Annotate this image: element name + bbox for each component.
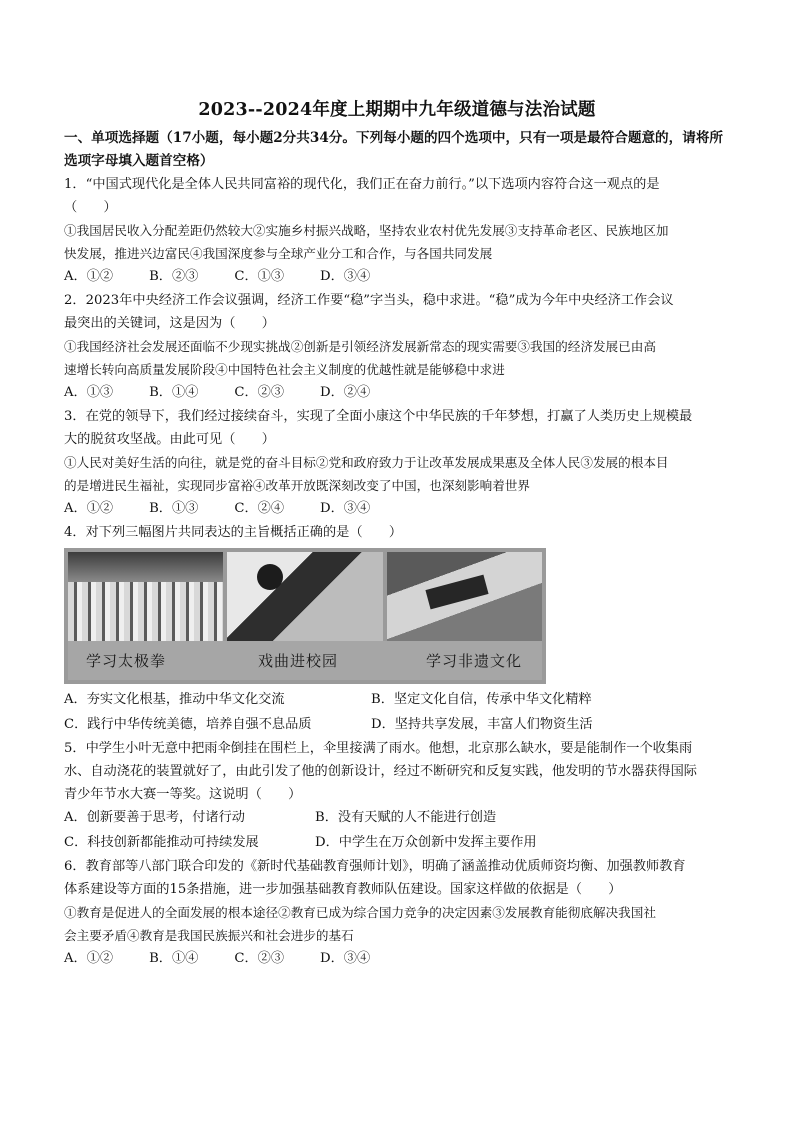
option-c: C．②③ (234, 385, 285, 400)
question-stem-line: 4．对下列三幅图片共同表达的主旨概括正确的是（ ） (64, 525, 403, 540)
exam-title: 2023--2024年度上期期中九年级道德与法治试题 (198, 100, 596, 120)
question-3 (64, 405, 730, 521)
option-d: D．②④ (320, 385, 371, 400)
photo-caption: 戏曲进校园 (258, 652, 339, 671)
option-c: C．践行中华传统美德，培养自强不息品质 (64, 716, 312, 732)
question-1 (64, 173, 730, 289)
question-photo-strip (64, 548, 546, 684)
question-stem-line: 5．中学生小叶无意中把雨伞倒挂在围栏上，伞里接满了雨水。他想，北京那么缺水，要是能制作一个收集雨 (64, 741, 693, 756)
question-stem-line: 体系建设等方面的15条措施，进一步加强基础教育教师队伍建设。国家这样做的依据是（ ） (64, 882, 622, 897)
tai-chi-photo (68, 552, 223, 641)
option-row (64, 947, 730, 971)
statement-line: 的是增进民生福祉，实现同步富裕④改革开放既深刻改变了中国，也深刻影响着世界 (64, 478, 530, 493)
option-b: B．①③ (149, 501, 199, 516)
statement-line: ①人民对美好生活的向往，就是党的奋斗目标②党和政府致力于让改革发展成果惠及全体人民③发展的根本目 (64, 455, 669, 470)
question-stem-line: 水、自动浇花的装置就好了，由此引发了他的创新设计，经过不断研究和反复实践，他发明的节水器获得国际 (64, 764, 697, 779)
option-b: B．②③ (149, 269, 199, 284)
option-c: C．②③ (234, 951, 285, 966)
option-a: A．①③ (64, 385, 114, 400)
heritage-photo (387, 552, 542, 641)
option-d: D．坚持共享发展，丰富人们物资生活 (371, 716, 593, 732)
question-stem-line: 青少年节水大赛一等奖。这说明（ ） (64, 787, 302, 802)
statement-line: 会主要矛盾④教育是我国民族振兴和社会进步的基石 (64, 928, 354, 943)
option-b: B．坚定文化自信，传承中华文化精粹 (371, 692, 592, 707)
question-stem-line: 大的脱贫攻坚战。由此可见（ ） (64, 432, 275, 447)
option-row (64, 497, 730, 521)
question-stem-line: 1．“中国式现代化是全体人民共同富裕的现代化，我们正在奋力前行。”以下选项内容符合这一观点的是 (64, 177, 660, 192)
option-row (64, 381, 730, 405)
option-row (64, 265, 730, 289)
question-stem-line: 6．教育部等八部门联合印发的《新时代基础教育强师计划》，明确了涵盖推动优质师资均衡、加强教师教育 (64, 859, 686, 874)
photo-caption: 学习非遗文化 (426, 652, 523, 671)
question-stem-line: 最突出的关键词，这是因为（ ） (64, 316, 275, 331)
statement-line: ①我国经济社会发展还面临不少现实挑战②创新是引领经济发展新常态的现实需要③我国的经济发展已由高 (64, 339, 656, 354)
question-stem-line: 3．在党的领导下，我们经过接续奋斗，实现了全面小康这个中华民族的千年梦想，打赢了人类历史上规模最 (64, 409, 693, 424)
option-a: A．①② (64, 269, 114, 284)
question-2 (64, 289, 730, 405)
statement-line: ①教育是促进人的全面发展的根本途径②教育已成为综合国力竞争的决定因素③发展教育能彻底解决我国社 (64, 905, 656, 920)
question-stem-line: （ ） (64, 200, 117, 215)
photo-caption: 学习太极拳 (86, 652, 167, 671)
option-c: C．②④ (234, 501, 285, 516)
option-a: A．夯实文化根基，推动中华文化交流 (64, 692, 285, 707)
question-6 (64, 855, 730, 971)
question-4 (64, 521, 730, 737)
question-stem-line: 2．2023年中央经济工作会议强调，经济工作要“稳”字当头，稳中求进。“稳”成为今年中央经济工作会议 (64, 293, 674, 308)
option-d: D．③④ (320, 501, 371, 516)
option-c: C．科技创新都能推动可持续发展 (64, 834, 259, 850)
option-b: B．没有天赋的人不能进行创造 (315, 810, 497, 825)
option-grid (64, 688, 730, 737)
option-a: A．创新要善于思考，付诸行动 (64, 810, 245, 825)
option-d: D．③④ (320, 951, 371, 966)
option-d: D．中学生在万众创新中发挥主要作用 (315, 834, 537, 850)
statement-line: 快发展，推进兴边富民④我国深度参与全球产业分工和合作，与各国共同发展 (64, 246, 493, 261)
option-b: B．①④ (149, 951, 199, 966)
option-a: A．①② (64, 501, 114, 516)
statement-line: 速增长转向高质量发展阶段④中国特色社会主义制度的优越性就是能够稳中求进 (64, 362, 505, 377)
option-b: B．①④ (149, 385, 199, 400)
option-a: A．①② (64, 951, 114, 966)
option-grid (64, 806, 730, 855)
option-c: C．①③ (234, 269, 285, 284)
statement-line: ①我国居民收入分配差距仍然较大②实施乡村振兴战略，坚持农业农村优先发展③支持革命老区、民族地区加 (64, 223, 669, 238)
section-heading: 一、单项选择题（17小题，每小题2分共34分。下列每小题的四个选项中，只有一项是最符合题意的，请将所选项字母填入题首空格） (64, 130, 724, 169)
opera-photo (227, 552, 382, 641)
question-5 (64, 737, 730, 855)
option-d: D．③④ (320, 269, 371, 284)
